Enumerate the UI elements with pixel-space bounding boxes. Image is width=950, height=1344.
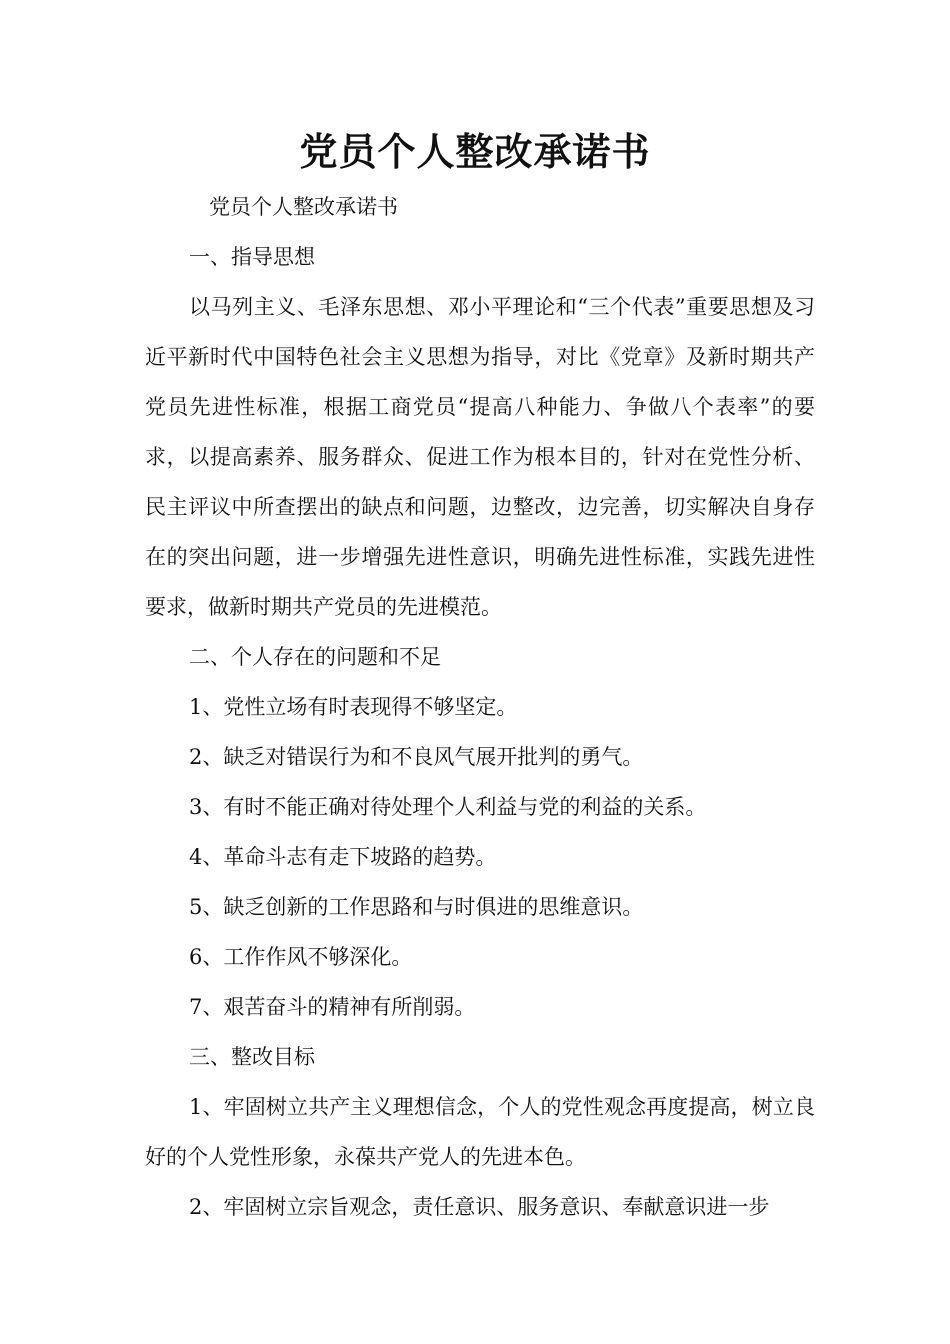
document-body: [145, 182, 815, 1232]
list-item: 6、工作作风不够深化。: [189, 945, 413, 969]
section-heading-guiding-ideology: 一、指导思想: [189, 245, 315, 269]
section-heading-problems: 二、个人存在的问题和不足: [189, 645, 441, 669]
list-item: 2、牢固树立宗旨观念，责任意识、服务意识、奉献意识进一步: [189, 1195, 770, 1219]
document-subtitle: 党员个人整改承诺书: [209, 195, 398, 219]
list-item: 5、缺乏创新的工作思路和与时俱进的思维意识。: [189, 895, 644, 919]
list-item: 2、缺乏对错误行为和不良风气展开批判的勇气。: [189, 745, 644, 769]
section-heading-goals: 三、整改目标: [189, 1045, 315, 1069]
list-item: 7、艰苦奋斗的精神有所削弱。: [189, 995, 476, 1019]
paragraph-guiding-ideology: 以马列主义、毛泽东思想、邓小平理论和“三个代表”重要思想及习近平新时代中国特色社会主义思想为指导，对比《党章》及新时期共产党员先进性标准，根据工商党员“提高八种能力、争做八个表率”的要求，以提高素养、服务群众、促进工作为根本目的，针对在党性分析、民主评议中所查摆出的缺点和问题，边整改，边完善，切实解决自身存在的突出问题，进一步增强先进性意识，明确先进性标准，实践先进性要求，做新时期共产党员的先进模范。: [145, 295, 815, 619]
list-item: 3、有时不能正确对待处理个人利益与党的利益的关系。: [189, 795, 707, 819]
list-item: 1、牢固树立共产主义理想信念，个人的党性观念再度提高，树立良好的个人党性形象，永葆共产党人的先进本色。: [145, 1095, 815, 1169]
list-item: 4、革命斗志有走下坡路的趋势。: [189, 845, 497, 869]
document-title: 党员个人整改承诺书: [299, 129, 651, 174]
list-item: 1、党性立场有时表现得不够坚定。: [189, 695, 518, 719]
